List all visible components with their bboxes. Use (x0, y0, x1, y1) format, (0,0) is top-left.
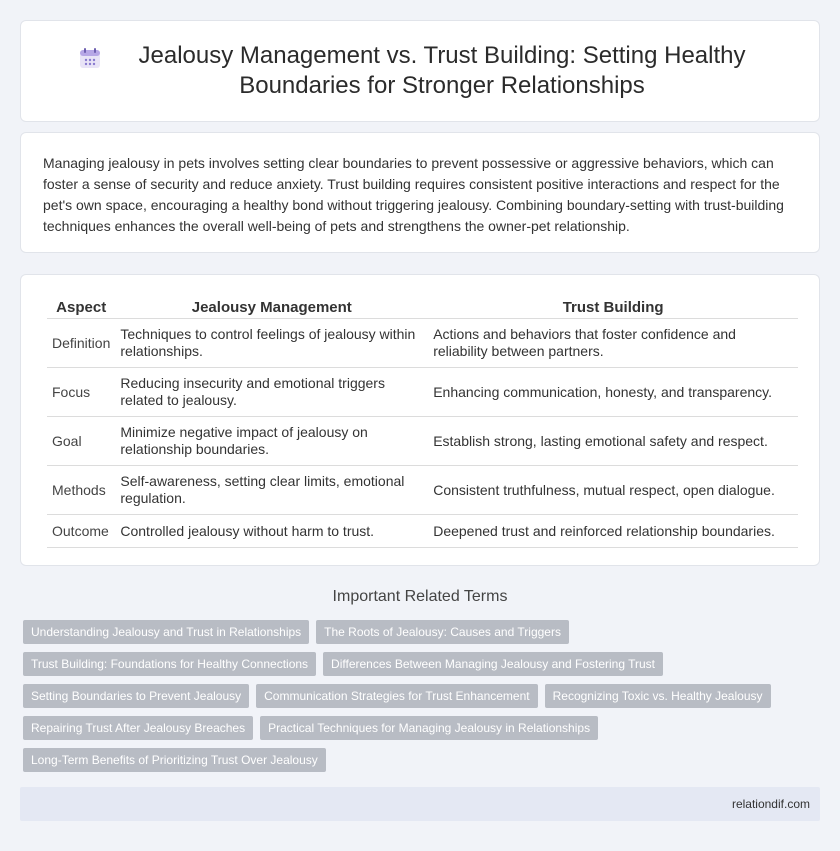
cell-trust-building: Actions and behaviors that foster confidence and reliability between partners. (428, 319, 798, 368)
header-trust-building: Trust Building (428, 295, 798, 319)
intro-paragraph: Managing jealousy in pets involves setting clear boundaries to prevent possessive or aggressive behaviors, which can foster a sense of security and reduce anxiety. Trust building requires consistent positive interactions and respect for the pet's own space, encouraging a healthy bond without triggering jealousy. Combining boundary-setting with trust-building techniques enhances the overall well-being of pets and strengthens the owner-pet relationship. (43, 155, 784, 234)
cell-aspect: Methods (47, 466, 115, 515)
footer (20, 787, 820, 821)
calendar-icon (78, 46, 102, 70)
related-term-tag[interactable]: Repairing Trust After Jealousy Breaches (23, 716, 253, 740)
cell-aspect: Outcome (47, 515, 115, 548)
header-aspect: Aspect (47, 295, 115, 319)
related-terms-list (23, 620, 813, 780)
cell-jealousy-management: Minimize negative impact of jealousy on relationship boundaries. (115, 417, 428, 466)
table-row (47, 515, 798, 548)
comparison-table (47, 295, 798, 548)
related-term-tag[interactable]: Long-Term Benefits of Prioritizing Trust Over Jealousy (23, 748, 326, 772)
related-term-tag[interactable]: The Roots of Jealousy: Causes and Triggers (316, 620, 569, 644)
related-term-tag[interactable]: Communication Strategies for Trust Enhancement (256, 684, 537, 708)
related-term-tag[interactable]: Setting Boundaries to Prevent Jealousy (23, 684, 249, 708)
cell-trust-building: Deepened trust and reinforced relationship boundaries. (428, 515, 798, 548)
table-row (47, 417, 798, 466)
cell-trust-building: Enhancing communication, honesty, and transparency. (428, 368, 798, 417)
cell-jealousy-management: Controlled jealousy without harm to trust. (115, 515, 428, 548)
cell-jealousy-management: Self-awareness, setting clear limits, emotional regulation. (115, 466, 428, 515)
related-term-tag[interactable]: Recognizing Toxic vs. Healthy Jealousy (545, 684, 771, 708)
cell-trust-building: Consistent truthfulness, mutual respect, open dialogue. (428, 466, 798, 515)
table-header-row (47, 295, 798, 319)
related-term-tag[interactable]: Understanding Jealousy and Trust in Relationships (23, 620, 309, 644)
table-row (47, 319, 798, 368)
intro-card (20, 132, 820, 253)
related-term-tag[interactable]: Practical Techniques for Managing Jealousy in Relationships (260, 716, 598, 740)
header-jealousy-management: Jealousy Management (115, 295, 428, 319)
cell-jealousy-management: Reducing insecurity and emotional triggers related to jealousy. (115, 368, 428, 417)
title-wrap (38, 41, 802, 101)
page-title: Jealousy Management vs. Trust Building: Setting Healthy Boundaries for Stronger Relationships (138, 42, 746, 99)
cell-jealousy-management: Techniques to control feelings of jealousy within relationships. (115, 319, 428, 368)
table-row (47, 368, 798, 417)
cell-aspect: Goal (47, 417, 115, 466)
cell-trust-building: Establish strong, lasting emotional safety and respect. (428, 417, 798, 466)
table-row (47, 466, 798, 515)
comparison-card (20, 274, 820, 566)
related-terms-heading: Important Related Terms (332, 588, 508, 605)
cell-aspect: Focus (47, 368, 115, 417)
related-term-tag[interactable]: Differences Between Managing Jealousy and Fostering Trust (323, 652, 663, 676)
cell-aspect: Definition (47, 319, 115, 368)
title-card (20, 20, 820, 122)
related-term-tag[interactable]: Trust Building: Foundations for Healthy Connections (23, 652, 316, 676)
footer-site-link[interactable]: relationdif.com (731, 797, 810, 811)
